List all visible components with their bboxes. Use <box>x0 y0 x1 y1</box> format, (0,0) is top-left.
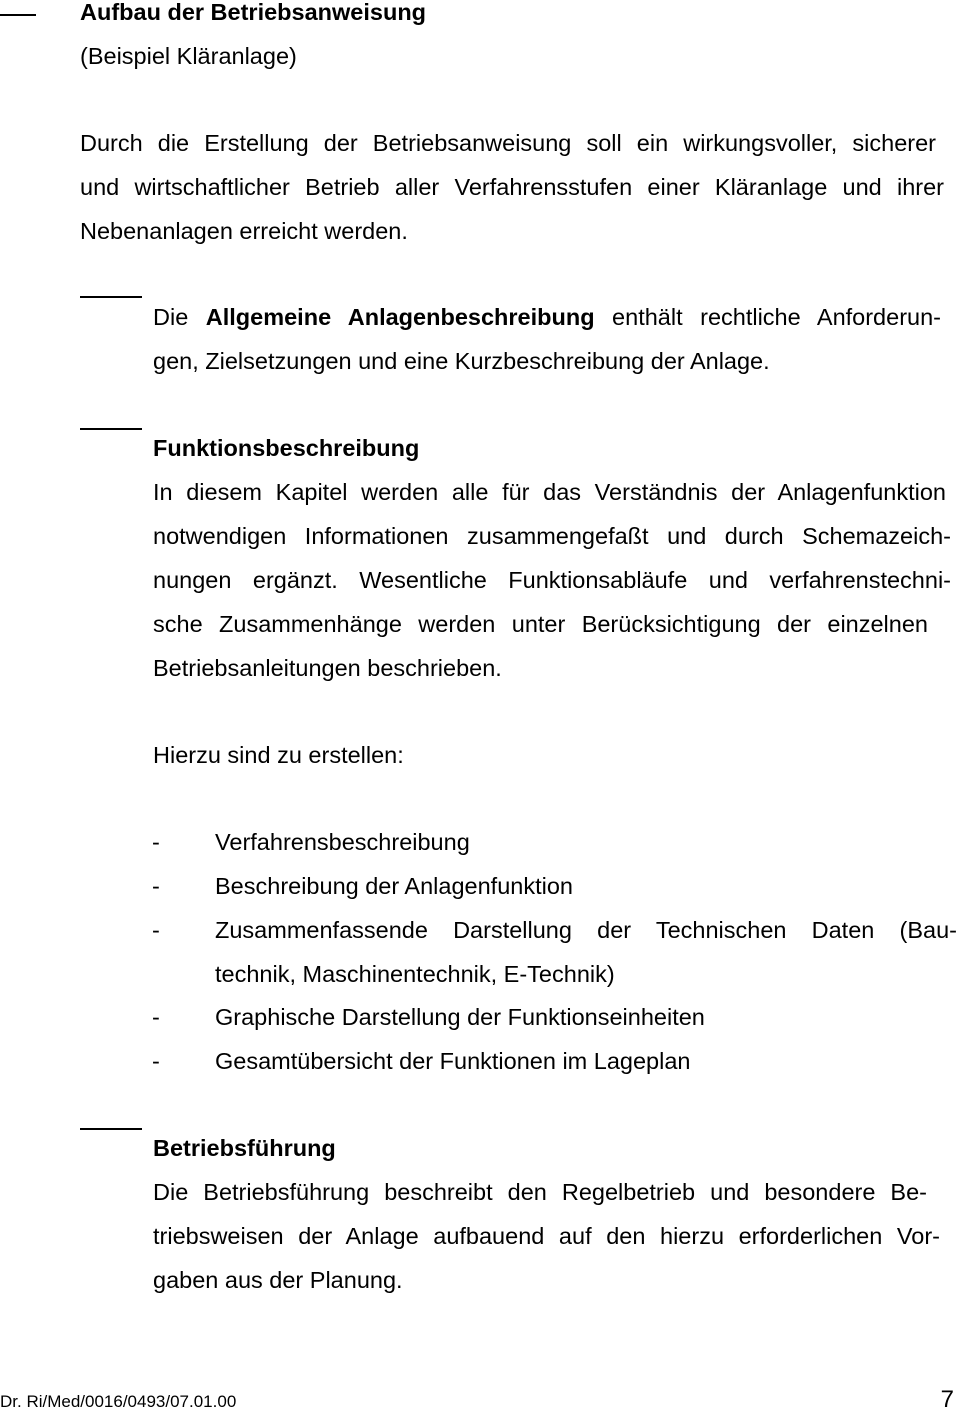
funktion-paragraph <box>153 470 953 690</box>
list-item <box>0 820 960 864</box>
requirements-list <box>0 820 960 1090</box>
allgemein-bold: Allgemeine Anlagenbeschreibung <box>205 304 595 330</box>
allgemein-rest: enthält rechtliche Anforderun- <box>594 304 941 330</box>
footer-reference: Dr. Ri/Med/0016/0493/07.01.00 <box>0 1392 237 1411</box>
section-dash <box>80 296 142 298</box>
document-subtitle: (Beispiel Kläranlage) <box>80 43 297 69</box>
list-item-text: technik, Maschinentechnik, E-Technik) <box>215 961 615 987</box>
section-dash <box>80 428 142 430</box>
list-item-text: Beschreibung der Anlagenfunktion <box>215 873 573 899</box>
betrieb-line: triebsweisen der Anlage aufbauend auf den hierzu erforderlichen Vor- <box>153 1223 940 1249</box>
list-marker: - <box>152 829 160 855</box>
funktion-heading: Funktionsbeschreibung <box>153 435 420 461</box>
funktion-line: sche Zusammenhänge werden unter Berücksichtigung der einzelnen <box>153 611 928 637</box>
intro-line: und wirtschaftlicher Betrieb aller Verfahrensstufen einer Kläranlage und ihrer <box>80 174 944 200</box>
title-dash <box>0 14 36 16</box>
betrieb-line: gaben aus der Planung. <box>153 1267 403 1293</box>
intro-paragraph <box>80 121 944 253</box>
list-item-text: Zusammenfassende Darstellung der Technischen Daten (Bau- <box>215 917 957 943</box>
list-item <box>0 995 960 1039</box>
funktion-line: Betriebsanleitungen beschrieben. <box>153 655 502 681</box>
section-dash <box>80 1128 142 1130</box>
funktion-line: nungen ergänzt. Wesentliche Funktionsabläufe und verfahrenstechni- <box>153 567 951 593</box>
list-item-text: Verfahrensbeschreibung <box>215 829 470 855</box>
section-allgemein <box>153 295 943 383</box>
allgemein-prefix: Die <box>153 304 206 330</box>
hierzu-text: Hierzu sind zu erstellen: <box>153 742 404 768</box>
intro-line: Nebenanlagen erreicht werden. <box>80 218 408 244</box>
list-item-text: Graphische Darstellung der Funktionseinheiten <box>215 1004 705 1030</box>
document-title: Aufbau der Betriebsanweisung <box>80 0 427 25</box>
list-marker: - <box>152 873 160 899</box>
allgemein-line: gen, Zielsetzungen und eine Kurzbeschreibung der Anlage. <box>153 348 770 374</box>
page-number: 7 <box>940 1386 954 1413</box>
list-item <box>0 908 960 996</box>
betrieb-heading: Betriebsführung <box>153 1135 336 1161</box>
funktion-line: notwendigen Informationen zusammengefaßt und durch Schemazeich- <box>153 523 951 549</box>
funktion-line: In diesem Kapitel werden alle für das Verständnis der Anlagenfunktion <box>153 479 946 505</box>
list-item <box>0 864 960 908</box>
list-item-text: Gesamtübersicht der Funktionen im Lageplan <box>215 1048 691 1074</box>
list-marker: - <box>152 917 160 943</box>
list-marker: - <box>152 1004 160 1030</box>
betrieb-paragraph <box>153 1170 953 1302</box>
allgemein-line <box>153 295 941 339</box>
betrieb-line: Die Betriebsführung beschreibt den Regelbetrieb und besondere Be- <box>153 1179 927 1205</box>
list-marker: - <box>152 1048 160 1074</box>
intro-line: Durch die Erstellung der Betriebsanweisung soll ein wirkungsvoller, sicherer <box>80 130 936 156</box>
list-item <box>0 1039 960 1083</box>
